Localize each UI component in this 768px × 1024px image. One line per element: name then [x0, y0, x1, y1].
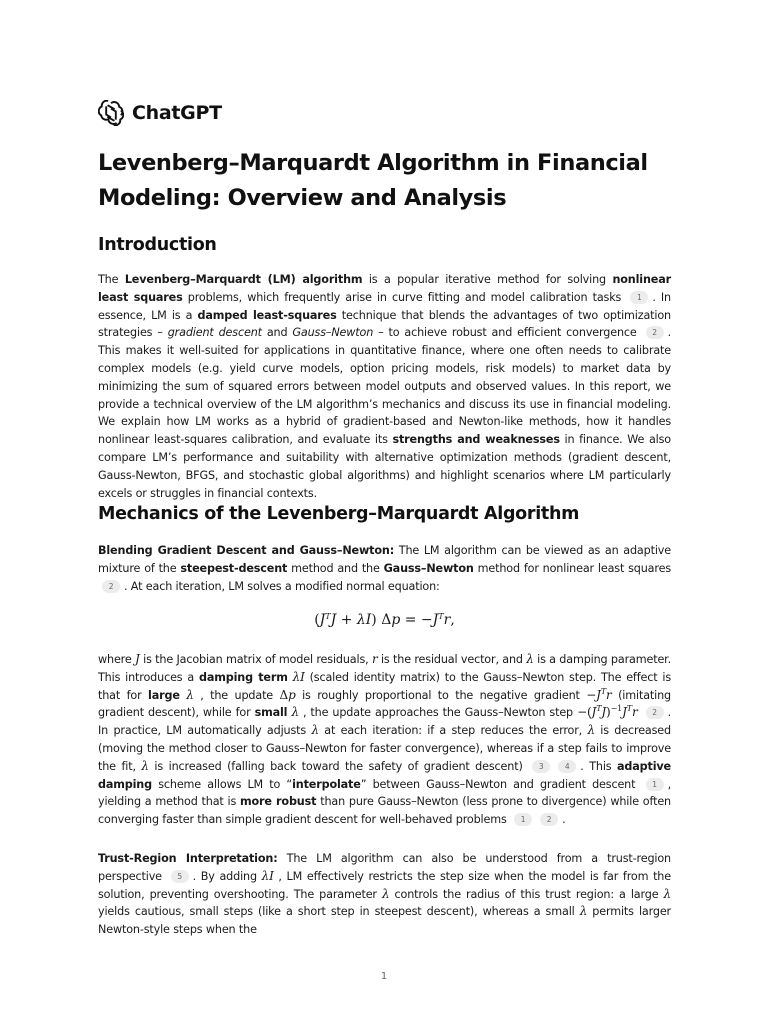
citation-badge[interactable]: 2 — [540, 813, 558, 826]
page-number: 1 — [380, 971, 388, 982]
brand-header — [98, 100, 222, 126]
citation-badge[interactable]: 5 — [171, 870, 189, 883]
document-title: Levenberg–Marquardt Algorithm in Financial Modeling: Overview and Analysis — [98, 150, 648, 211]
introduction-heading: Introduction — [98, 235, 217, 255]
trust-region-paragraph: Trust-Region Interpretation: The LM algorithm can also be understood from a trust-region perspective 5 . By adding λI , LM effectively restricts the step size when the model is far from the solution, preventing overshooting. The parameter λ controls the radius of this trust region: a large λ yields cautious, small steps (like a short step in steepest descent), whereas a small λ permits larger Newton-style steps when the — [98, 852, 672, 937]
citation-badge[interactable]: 3 — [532, 760, 550, 773]
blending-paragraph: Blending Gradient Descent and Gauss–Newton: The LM algorithm can be viewed as an adaptive mixture of the steepest-descent method and the Gauss–Newton method for nonlinear least squares 2 . At each iteration, LM solves a modified normal equation: — [98, 544, 672, 593]
citation-badge[interactable]: 1 — [630, 291, 648, 304]
mechanics-heading: Mechanics of the Levenberg–Marquardt Algorithm — [98, 504, 580, 524]
citation-badge[interactable]: 1 — [514, 813, 532, 826]
citation-badge[interactable]: 1 — [646, 778, 664, 791]
citation-badge[interactable]: 2 — [646, 326, 664, 339]
citation-badge[interactable]: 2 — [646, 706, 664, 719]
introduction-paragraph: The Levenberg–Marquardt (LM) algorithm is a popular iterative method for solving nonlinear least squares problems, which frequently arise in curve fitting and model calibration tasks 1 . In essence, LM is a damped least-squares technique that blends the advantages of two optimization strategies – gradient descent and Gauss–Newton – to achieve robust and efficient convergence 2 . This makes it well-suited for applications in quantitative finance, where one often needs to calibrate complex models (e.g. yield curve models, option pricing models, risk models) to market data by minimizing the sum of squared errors between model outputs and observed values. In this report, we provide a technical overview of the LM algorithm’s mechanics and discuss its use in financial modeling. We explain how LM works as a hybrid of gradient-based and Newton-like methods, how it handles nonlinear least-squares calibration, and evaluate its strengths and weaknesses in finance. We also compare LM’s performance and suitability with alternative optimization methods (gradient descent, Gauss-Newton, BFGS, and stochastic global algorithms) and highlight scenarios where LM particularly excels or struggles in financial contexts. — [98, 273, 671, 500]
damping-paragraph: where J is the Jacobian matrix of model residuals, r is the residual vector, and λ is a damping parameter. This introduces a damping term λI (scaled identity matrix) to the Gauss–Newton step. The effect is that for large λ , the update Δp is roughly proportional to the negative gradient $-J^Tr$ (imitating gradient descent), while for small λ , the update approaches the Gauss–Newton step $-(J^TJ)^{-1}J^Tr$ 2 . In practice, LM automatically adjusts λ at each iteration: if a step reduces the error, λ is decreased (moving the method closer to Gauss–Newton for faster convergence), whereas if a step fails to improve the fit, λ is increased (falling back toward the safety of gradient descent) 3 4 . This adaptive damping scheme allows LM to “interpolate” between Gauss–Newton and gradient descent 1 , yielding a method that is more robust than pure Gauss–Newton (less prone to divergence) while often converging faster than simple gradient descent for well-behaved problems 1 2 . — [98, 652, 672, 827]
brand-name: ChatGPT — [132, 102, 222, 124]
citation-badge[interactable]: 2 — [102, 580, 120, 593]
citation-badge[interactable]: 4 — [558, 760, 576, 773]
openai-logo-icon — [98, 100, 124, 126]
normal-equation: $(J^TJ + \lambda I) \Delta p = -J^Tr$, — [314, 612, 455, 628]
